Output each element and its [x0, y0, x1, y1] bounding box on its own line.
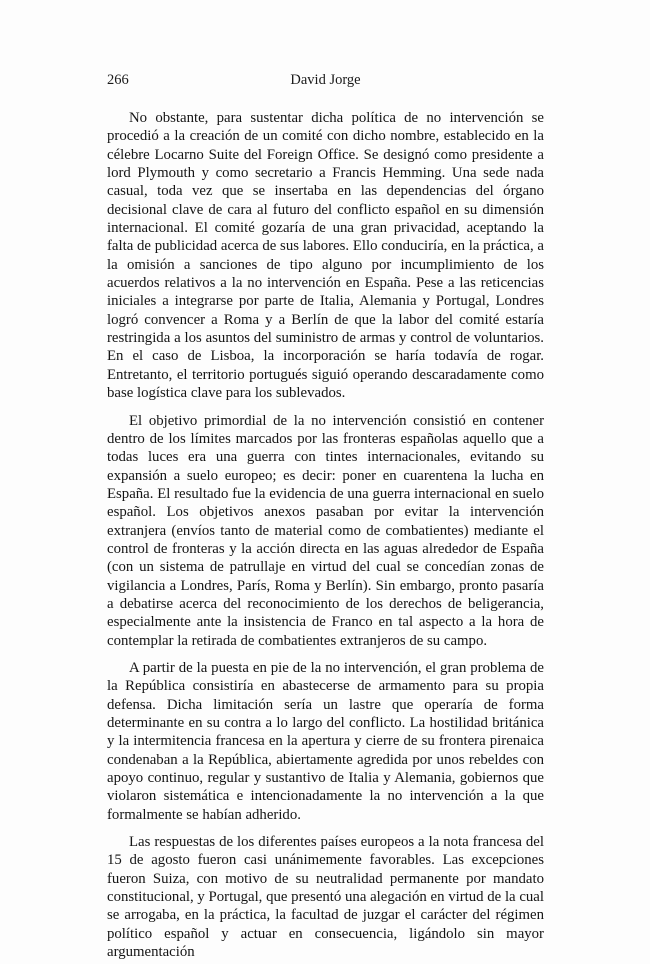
body-text — [107, 109, 544, 961]
paragraph-3: A partir de la puesta en pie de la no intervención, el gran problema de la República consistiría en abastecerse de armamento para su propia defensa. Dicha limitación sería un lastre que operaría de forma determinante en su contra a lo largo del conflicto. La hostilidad británica y la intermitencia francesa en la apertura y cierre de su frontera pirenaica condenaban a la República, abiertamente agredida por unos rebeldes con apoyo continuo, regular y sustantivo de Italia y Alemania, gobiernos que violaron sistemática e intencionadamente la no intervención a la que formalmente se habían adherido. — [107, 659, 544, 823]
running-title: David Jorge — [290, 72, 361, 88]
page-number: 266 — [107, 72, 129, 88]
paragraph-1: No obstante, para sustentar dicha política de no intervención se procedió a la creación de un comité con dicho nombre, establecido en la célebre Locarno Suite del Foreign Office. Se designó como presidente a lord Plymouth y como secretario a Francis Hemming. Una sede nada casual, toda vez que se insertaba en las dependencias del órgano decisional clave de cara al futuro del conflicto español en su dimensión internacional. El comité gozaría de una gran privacidad, aceptando la falta de publicidad acerca de sus labores. Ello conduciría, en la práctica, a la omisión a sanciones de tipo alguno por incumplimiento de los acuerdos relativos a la no intervención en España. Pese a las reticencias iniciales a integrarse por parte de Italia, Alemania y Portugal, Londres logró convencer a Roma y a Berlín de que la labor del comité estaría restringida a los asuntos del suministro de armas y control de voluntarios. En el caso de Lisboa, la incorporación se haría todavía de rogar. Entretanto, el territorio portugués siguió operando descaradamente como base logística clave para los sublevados. — [107, 110, 544, 402]
paragraph-4: Las respuestas de los diferentes países europeos a la nota francesa del 15 de agosto fueron casi unánimemente favorables. Las excepciones fueron Suiza, con motivo de su neutralidad permanente por mandato constitucional, y Portugal, que presentó una alegación en virtud de la cual se arrogaba, en la práctica, la facultad de juzgar el carácter del régimen político español y actuar en consecuencia, ligándolo sin mayor argumentación — [107, 834, 544, 961]
paragraph-2: El objetivo primordial de la no intervención consistió en contener dentro de los límites marcados por las fronteras españolas aquello que a todas luces era una guerra con tintes internacionales, evitando su expansión a suelo europeo; es decir: poner en cuarentena la lucha en España. El resultado fue la evidencia de una guerra internacional en suelo español. Los objetivos anexos pasaban por evitar la intervención extranjera (envíos tanto de material como de combatientes) mediante el control de fronteras y la acción directa en las aguas alrededor de España (con un sistema de patrullaje en virtud del cual se concedían zonas de vigilancia a Londres, París, Roma y Berlín). Sin embargo, pronto pasaría a debatirse acerca del reconocimiento de los derechos de beligerancia, especialmente ante la insistencia de Franco en tal aspecto a la hora de contemplar la retirada de combatientes extranjeros de su campo. — [107, 412, 544, 649]
running-head — [107, 72, 544, 92]
